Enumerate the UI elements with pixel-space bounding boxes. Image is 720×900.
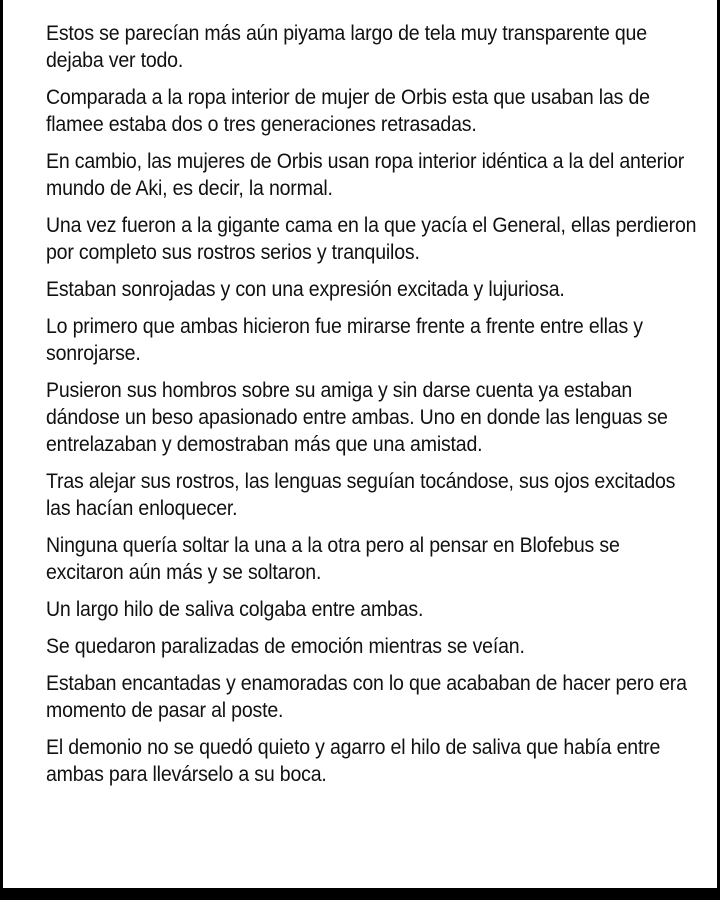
paragraph: Se quedaron paralizadas de emoción mientras se veían. <box>46 635 525 658</box>
paragraph: El demonio no se quedó quieto y agarro el hilo de saliva que había entre ambas para llevárselo a su boca. <box>46 736 661 786</box>
paragraph: En cambio, las mujeres de Orbis usan ropa interior idéntica a la del anterior mundo de Aki, es decir, la normal. <box>46 150 685 200</box>
document-body <box>46 20 697 798</box>
paragraph: Pusieron sus hombros sobre su amiga y sin darse cuenta ya estaban dándose un beso apasionado entre ambas. Uno en donde las lenguas se entrelazaban y demostraban más que una amistad. <box>46 379 668 456</box>
paragraph: Tras alejar sus rostros, las lenguas seguían tocándose, sus ojos excitados las hacían enloquecer. <box>46 470 676 520</box>
paragraph: Estos se parecían más aún piyama largo de tela muy transparente que dejaba ver todo. <box>46 22 647 72</box>
paragraph: Una vez fueron a la gigante cama en la que yacía el General, ellas perdieron por completo sus rostros serios y tranquilos. <box>46 214 697 264</box>
paragraph: Comparada a la ropa interior de mujer de Orbis esta que usaban las de flamee estaba dos o tres generaciones retrasadas. <box>46 86 650 136</box>
paragraph: Estaban encantadas y enamoradas con lo que acababan de hacer pero era momento de pasar al poste. <box>46 672 687 722</box>
document-page <box>3 0 717 888</box>
paragraph: Lo primero que ambas hicieron fue mirarse frente a frente entre ellas y sonrojarse. <box>46 315 643 365</box>
paragraph: Un largo hilo de saliva colgaba entre ambas. <box>46 598 424 621</box>
paragraph: Estaban sonrojadas y con una expresión excitada y lujuriosa. <box>46 278 565 301</box>
paragraph: Ninguna quería soltar la una a la otra pero al pensar en Blofebus se excitaron aún más y se soltaron. <box>46 534 620 584</box>
